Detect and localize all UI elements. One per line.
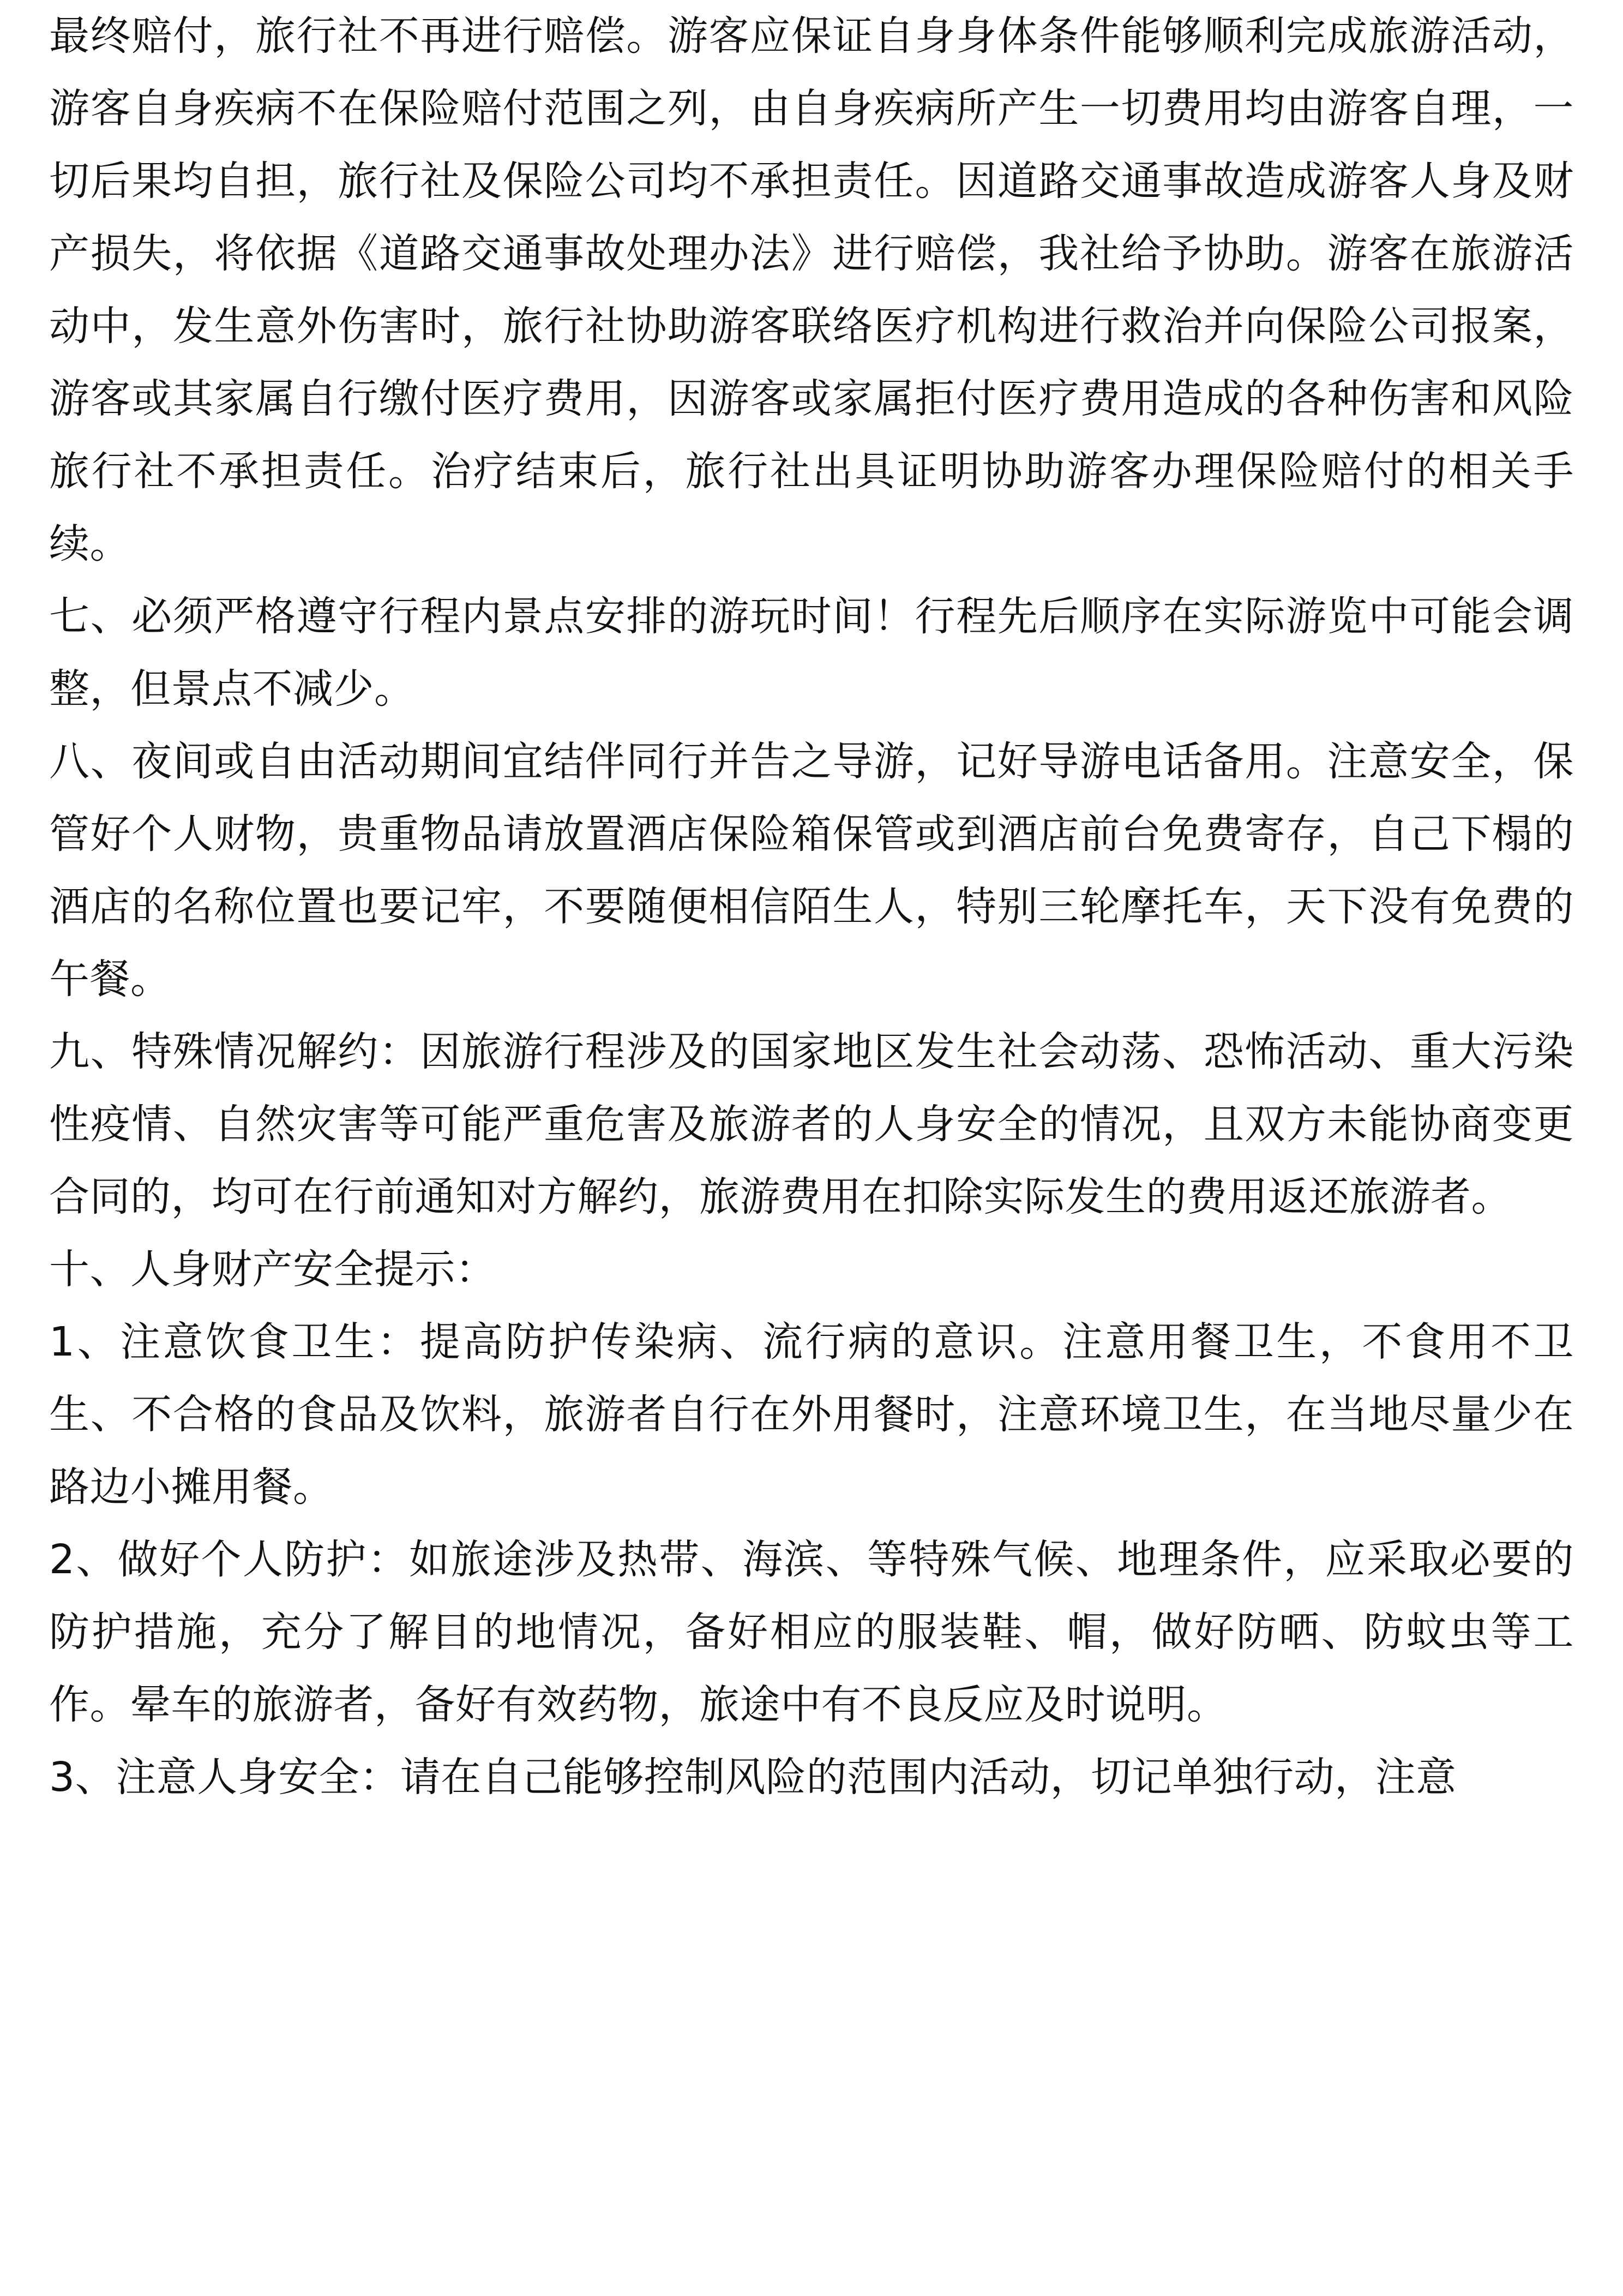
document-page (49, 0, 1574, 2296)
paragraph-item-7-itinerary-timing: 七、必须严格遵守行程内景点安排的游玩时间！行程先后顺序在实际游览中可能会调整，但景点不减少。 (49, 593, 1574, 712)
paragraph-tip-1-food-hygiene: 1、注意饮食卫生：提高防护传染病、流行病的意识。注意用餐卫生，不食用不卫生、不合格的食品及饮料，旅游者自行在外用餐时，注意环境卫生，在当地尽量少在路边小摊用餐。 (49, 1318, 1574, 1510)
paragraph-item-9-special-termination: 九、特殊情况解约：因旅游行程涉及的国家地区发生社会动荡、恐怖活动、重大污染性疫情、自然灾害等可能严重危害及旅游者的人身安全的情况，且双方未能协商变更合同的，均可在行前通知对方解约，旅游费用在扣除实际发生的费用返还旅游者。 (49, 1028, 1574, 1220)
paragraph-item-8-night-safety: 八、夜间或自由活动期间宜结伴同行并告之导游，记好导游电话备用。注意安全，保管好个人财物，贵重物品请放置酒店保险箱保管或到酒店前台免费寄存，自己下榻的酒店的名称位置也要记牢，不要随便相信陌生人，特别三轮摩托车，天下没有免费的午餐。 (49, 738, 1574, 1003)
paragraph-insurance-claims: 最终赔付，旅行社不再进行赔偿。游客应保证自身身体条件能够顺利完成旅游活动，游客自身疾病不在保险赔付范围之列，由自身疾病所产生一切费用均由游客自理，一切后果均自担，旅行社及保险公司均不承担责任。因道路交通事故造成游客人身及财产损失，将依据《道路交通事故处理办法》进行赔偿，我社给予协助。游客在旅游活动中，发生意外伤害时，旅行社协助游客联络医疗机构进行救治并向保险公司报案，游客或其家属自行缴付医疗费用，因游客或家属拒付医疗费用造成的各种伤害和风险旅行社不承担责任。治疗结束后，旅行社出具证明协助游客办理保险赔付的相关手续。 (49, 13, 1574, 567)
paragraph-tip-3-personal-safety: 3、注意人身安全：请在自己能够控制风险的范围内活动，切记单独行动，注意 (49, 1754, 1457, 1801)
paragraph-tip-2-personal-protection: 2、做好个人防护：如旅途涉及热带、海滨、等特殊气候、地理条件，应采取必要的防护措施，充分了解目的地情况，备好相应的服装鞋、帽，做好防晒、防蚊虫等工作。晕车的旅游者，备好有效药物，旅途中有不良反应及时说明。 (49, 1536, 1574, 1728)
section-heading-item-10-safety-tips: 十、人身财产安全提示： (49, 1246, 496, 1293)
